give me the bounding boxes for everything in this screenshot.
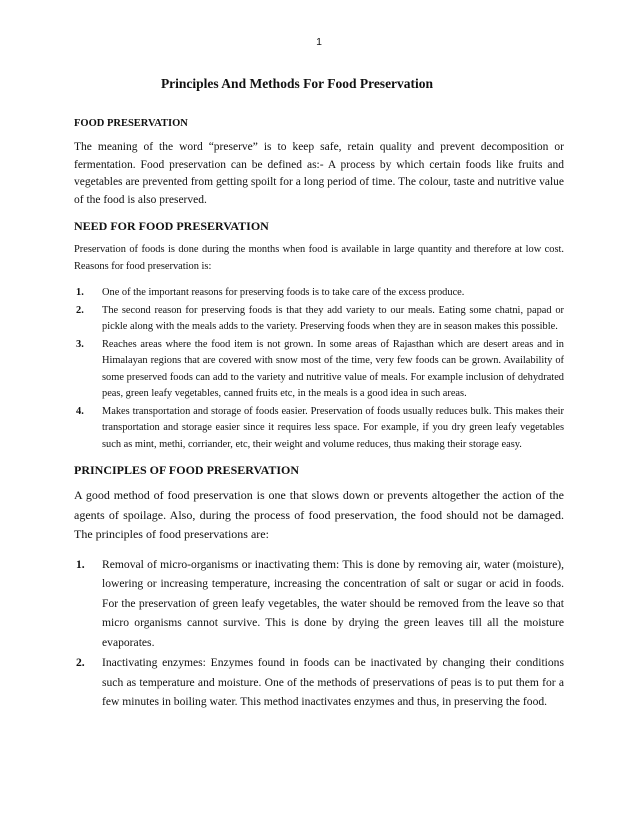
section-heading: FOOD PRESERVATION xyxy=(74,118,188,129)
list-text: Makes transportation and storage of foods easier. Preservation of foods usually reduces bulk. This makes their transportation and storage easier since it requires less space. For example, if you dry green leafy vegetables such as mint, methi, corriander, etc, their weight and volume reduces, thus making their storage easy. xyxy=(102,405,564,450)
list-number: 1. xyxy=(76,287,84,298)
section-heading: PRINCIPLES OF FOOD PRESERVATION xyxy=(74,463,300,477)
section-paragraph: The meaning of the word “preserve” is to keep safe, retain quality and prevent decomposition or fermentation. Food preservation can be defined as:- A process by which certain foods like fruits and vegetables are prevented from getting spoilt for a long period of time. The colour, taste and nutritive value of the food is also preserved. xyxy=(74,141,564,206)
list-item xyxy=(76,404,564,454)
list-number: 1. xyxy=(76,557,85,571)
section-paragraph: A good method of food preservation is one that slows down or prevents altogether the action of the agents of spoilage. Also, during the process of food preservation, the food should not be damaged. The principles of food preservations are: xyxy=(74,488,564,541)
page-number: 1 xyxy=(316,36,322,48)
list-text: One of the important reasons for preserving foods is to take care of the excess produce. xyxy=(102,287,465,298)
principles-list xyxy=(74,555,564,712)
section-need xyxy=(74,219,564,453)
list-item xyxy=(76,303,564,336)
list-number: 2. xyxy=(76,656,85,669)
list-text: Reaches areas where the food item is not grown. In some areas of Rajasthan which are desert areas and in Himalayan regions that are covered with snow most of the time, very few foods can be grown. Availability of some preserved foods can add to the variety and nutritive value of meals. For example inclusion of dehydrated peas, green leafy vegetables, canned fruits etc, in the meals is a good idea in such areas. xyxy=(102,338,564,399)
section-food-preservation xyxy=(74,118,564,209)
section-heading: NEED FOR FOOD PRESERVATION xyxy=(74,219,269,233)
section-principles xyxy=(74,463,564,712)
document-body xyxy=(74,118,564,722)
list-item xyxy=(76,555,564,653)
section-paragraph: Preservation of foods is done during the months when food is available in large quantity and therefore at low cost. Reasons for food preservation is: xyxy=(74,244,564,272)
list-text: The second reason for preserving foods is that they add variety to our meals. Eating some chatni, papad or pickle along with the meals adds to the variety. Preserving foods when they are in season makes this possible. xyxy=(102,304,564,332)
list-item xyxy=(76,337,564,403)
list-number: 4. xyxy=(76,405,84,417)
list-number: 2. xyxy=(76,304,84,316)
list-item xyxy=(76,653,564,712)
document-title: Principles And Methods For Food Preservation xyxy=(160,76,434,91)
list-number: 3. xyxy=(76,338,84,350)
reasons-list xyxy=(74,285,564,453)
list-text: Inactivating enzymes: Enzymes found in foods can be inactivated by changing their conditions such as temperature and moisture. One of the methods of preservations of peas is to put them for a few minutes in boiling water. This method inactivates enzymes and thus, in preserving the food. xyxy=(102,656,564,708)
list-text: Removal of micro-organisms or inactivating them: This is done by removing air, water (moisture), lowering or increasing temperature, increasing the concentration of salt or sugar or acid in foods. For the preservation of green leafy vegetables, the water should be removed from the leave so that micro organisms cannot survive. This is done by drying the green leaves till all the moisture evaporates. xyxy=(102,557,564,649)
list-item xyxy=(76,285,564,302)
